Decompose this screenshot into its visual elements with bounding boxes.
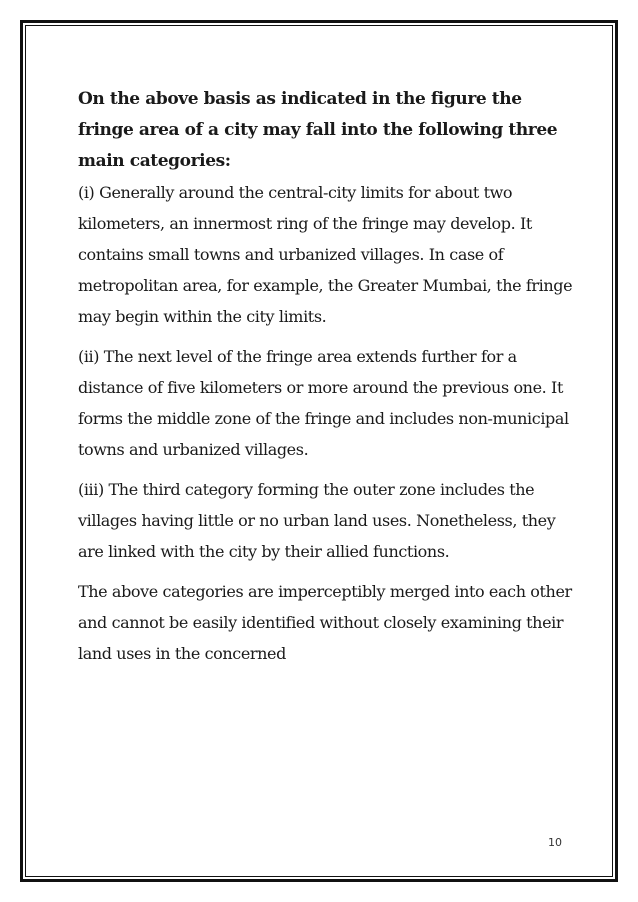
page-number: 10 — [548, 836, 562, 849]
paragraph-summary: The above categories are imperceptibly merged into each other and cannot be easily identified without closely examining their land uses in the concerned — [78, 582, 572, 663]
section-heading: On the above basis as indicated in the figure the fringe area of a city may fall into the following three main categories: — [78, 89, 558, 171]
paragraph-category-3: (iii) The third category forming the outer zone includes the villages having little or no urban land uses. Nonetheless, they are linked with the city by their allied functions. — [78, 480, 556, 561]
page-content — [78, 84, 576, 669]
paragraph-category-1: (i) Generally around the central-city limits for about two kilometers, an innermost ring of the fringe may develop. It contains small towns and urbanized villages. In case of metropolitan area, for example, the Greater Mumbai, the fringe may begin within the city limits. — [78, 183, 573, 326]
paragraph-category-2: (ii) The next level of the fringe area extends further for a distance of five kilometers or more around the previous one. It forms the middle zone of the fringe and includes non-municipal towns and urbanized villages. — [78, 347, 569, 459]
